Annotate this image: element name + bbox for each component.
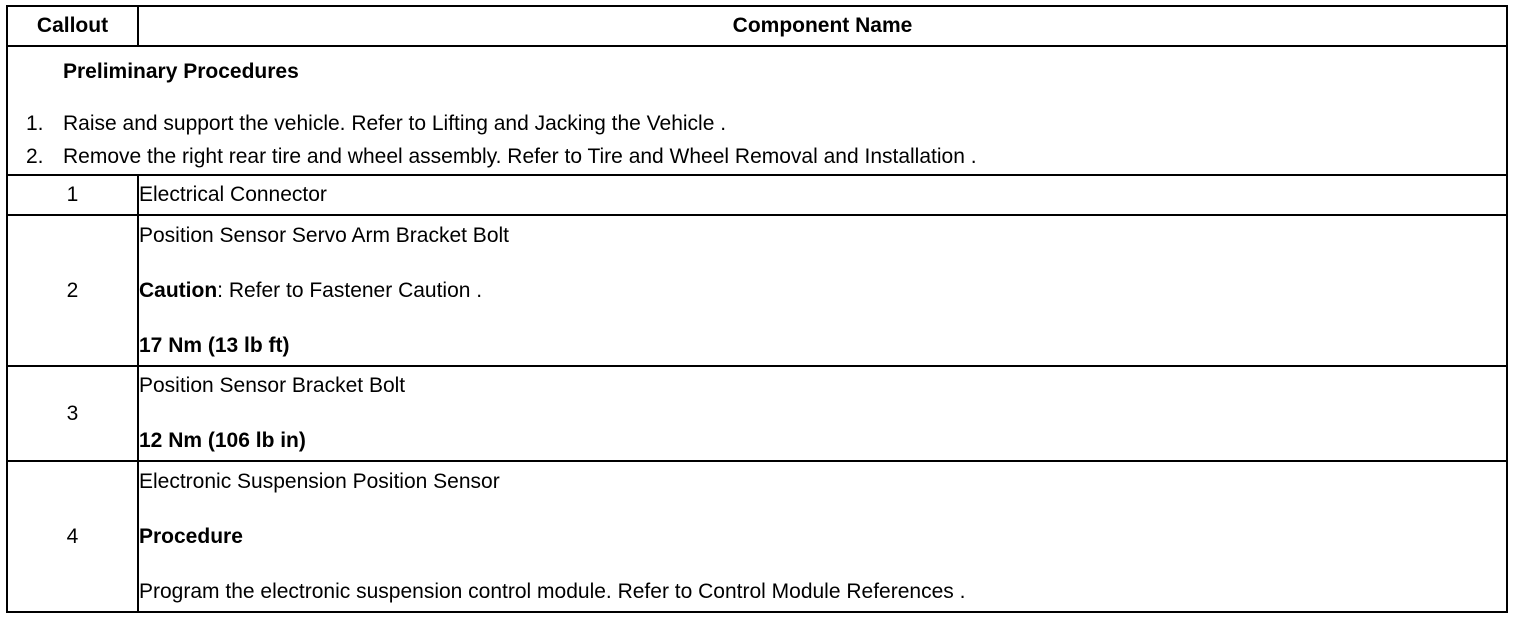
table-header-row bbox=[7, 6, 1507, 46]
step-number: 2. bbox=[26, 145, 44, 168]
component-name bbox=[138, 175, 1507, 215]
component-name-header: Component Name bbox=[138, 6, 1507, 46]
callout-number: 2 bbox=[7, 215, 138, 366]
step-text: Remove the right rear tire and wheel assembly. Refer to Tire and Wheel Removal and Installation . bbox=[63, 145, 977, 168]
torque-spec: 12 Nm (106 lb in) bbox=[139, 429, 306, 452]
table-row bbox=[7, 175, 1507, 215]
table-row bbox=[7, 366, 1507, 461]
table-row bbox=[7, 215, 1507, 366]
callout-number: 3 bbox=[7, 366, 138, 461]
preliminary-procedures-cell bbox=[7, 46, 1507, 175]
callout-number: 4 bbox=[7, 461, 138, 612]
preliminary-procedures-row bbox=[7, 46, 1507, 175]
table-row bbox=[7, 461, 1507, 612]
component-name bbox=[138, 461, 1507, 612]
torque-spec: 17 Nm (13 lb ft) bbox=[139, 333, 290, 357]
procedure-label: Procedure bbox=[139, 524, 243, 548]
caution-text: : Refer to Fastener Caution . bbox=[217, 278, 483, 302]
callout-number: 1 bbox=[7, 175, 138, 215]
procedure-text: Program the electronic suspension control module. Refer to Control Module References . bbox=[139, 579, 966, 603]
component-title: Position Sensor Bracket Bolt bbox=[139, 374, 406, 397]
caution-label: Caution bbox=[139, 278, 218, 302]
component-table bbox=[6, 5, 1508, 613]
component-title: Position Sensor Servo Arm Bracket Bolt bbox=[139, 223, 509, 247]
caution-note bbox=[139, 278, 1506, 304]
procedure-step bbox=[26, 111, 726, 137]
preliminary-procedures-title: Preliminary Procedures bbox=[63, 60, 299, 83]
procedure-step bbox=[26, 144, 977, 170]
component-title: Electrical Connector bbox=[139, 183, 327, 206]
component-title: Electronic Suspension Position Sensor bbox=[139, 469, 500, 493]
step-text: Raise and support the vehicle. Refer to Lifting and Jacking the Vehicle . bbox=[63, 112, 727, 135]
step-number: 1. bbox=[26, 112, 44, 135]
component-name bbox=[138, 215, 1507, 366]
component-name bbox=[138, 366, 1507, 461]
callout-header: Callout bbox=[7, 6, 138, 46]
